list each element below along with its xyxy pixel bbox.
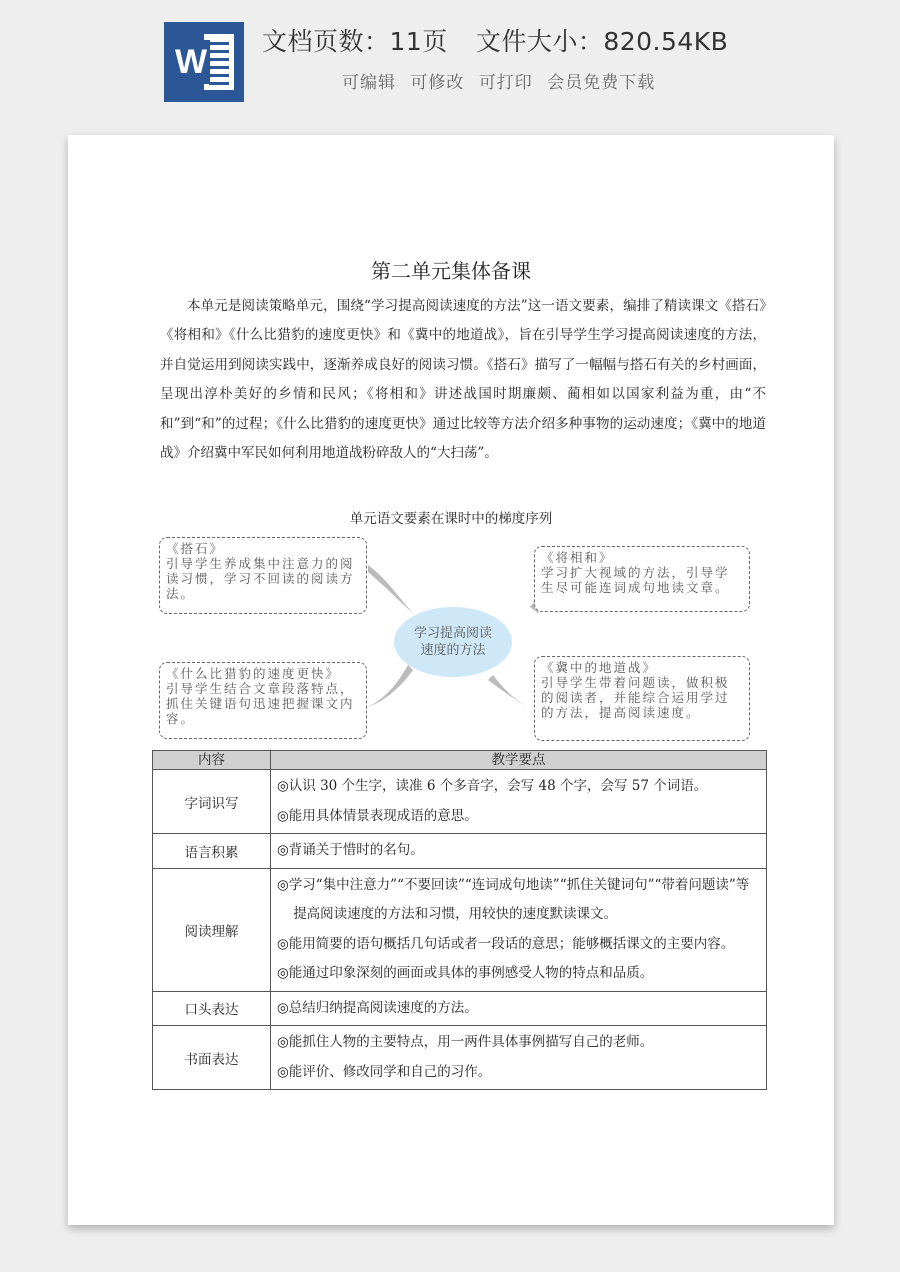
point-item: ◎能通过印象深刻的画面或具体的事例感受人物的特点和品质。 [277, 965, 654, 981]
mindmap-node-jiangxianghe [534, 546, 750, 612]
point-item: ◎总结归纳提高阅读速度的方法。 [277, 999, 478, 1016]
node-title: 《搭石》 [166, 541, 225, 556]
download-header [0, 0, 900, 120]
document-title: 第二单元集体备课 [371, 259, 531, 283]
file-size: 文件大小：820.54KB [475, 27, 729, 56]
table-row [153, 991, 767, 1026]
row-category: 字词识写 [153, 770, 271, 834]
feature-list [342, 68, 663, 93]
feature-free-download: 会员免费下载 [547, 73, 656, 93]
node-title: 《将相和》 [541, 550, 614, 565]
table-row [153, 1026, 767, 1090]
word-icon [164, 22, 244, 102]
mindmap-node-dashi [159, 537, 367, 614]
center-label: 学习提高阅读速度的方法 [414, 626, 493, 658]
node-title: 《冀中的地道战》 [541, 660, 658, 675]
row-category: 口头表达 [153, 991, 271, 1026]
table-row [153, 770, 767, 834]
row-points [271, 834, 767, 869]
diagram-title: 单元语文要素在课时中的梯度序列 [349, 511, 553, 527]
node-title: 《什么比猎豹的速度更快》 [166, 666, 341, 681]
node-text: 学习扩大视域的方法，引导学生尽可能连词成句地读文章。 [541, 565, 730, 595]
feature-editable: 可编辑 [342, 73, 396, 93]
teaching-points-table [152, 750, 767, 1090]
table-row [153, 834, 767, 869]
connector-top-left [368, 565, 413, 613]
point-item: ◎能用具体情景表现成语的意思。 [277, 807, 478, 824]
node-text: 引导学生带着问题读，做积极的阅读者，并能综合运用学过的方法，提高阅读速度。 [541, 675, 730, 720]
row-category: 书面表达 [153, 1026, 271, 1090]
row-category: 语言积累 [153, 834, 271, 869]
mindmap-center [394, 607, 512, 677]
connector-bottom-right [488, 675, 534, 710]
page-count: 文档页数：11页 [262, 27, 448, 56]
header-content: 内容 [153, 751, 271, 770]
point-item: ◎认识 30 个生字，读准 6 个多音字，会写 48 个字，会写 57 个词语。 [277, 778, 708, 794]
header-teaching-points: 教学要点 [271, 751, 767, 770]
row-points [271, 991, 767, 1026]
mindmap-node-liebao [159, 662, 367, 739]
mindmap-node-didaozhan [534, 656, 750, 741]
point-item: ◎背诵关于惜时的名句。 [277, 842, 424, 858]
row-points [271, 868, 767, 991]
connector-bottom-left [368, 665, 413, 707]
document-info [262, 22, 728, 58]
feature-printable: 可打印 [478, 73, 533, 93]
node-text: 引导学生养成集中注意力的阅读习惯，学习不回读的阅读方法。 [166, 556, 355, 601]
point-item: ◎能评价、修改同学和自己的习作。 [277, 1063, 492, 1080]
node-text: 引导学生结合文章段落特点，抓住关键语句迅速把握课文内容。 [166, 681, 355, 726]
row-points [271, 1026, 767, 1090]
table-row [153, 868, 767, 991]
word-icon-letter: W [172, 40, 210, 84]
intro-paragraph: 本单元是阅读策略单元，围绕“学习提高阅读速度的方法”这一语文要素，编排了精读课文《搭石》《将相和》《什么比猎豹的速度更快》和《冀中的地道战》，旨在引导学生学习提高阅读速度的方法，并自觉运用到阅读实践中，逐渐养成良好的阅读习惯。《搭石》描写了一幅幅与搭石有关的乡村画面，呈现出淳朴美好的乡情和民风；《将相和》讲述战国时期廉颇、蔺相如以国家利益为重，由“不和”到“和”的过程；《什么比猎豹的速度更快》通过比较等方法介绍多种事物的运动速度；《冀中的地道战》介绍冀中军民如何利用地道战粉碎敌人的“大扫荡”。 [160, 298, 766, 462]
point-item: ◎能抓住人物的主要特点，用一两件具体事例描写自己的老师。 [277, 1034, 654, 1050]
point-item: ◎学习“集中注意力”“不要回读”“连词成句地读”“抓住关键词句”“带着问题读”等提高阅读速度的方法和习惯，用较快的速度默读课文。 [277, 876, 750, 922]
row-points [271, 770, 767, 834]
feature-modifiable: 可修改 [410, 73, 465, 93]
row-category: 阅读理解 [153, 868, 271, 991]
table-header-row [153, 751, 767, 770]
point-item: ◎能用简要的语句概括几句话或者一段话的意思；能够概括课文的主要内容。 [277, 935, 735, 952]
document-page [68, 135, 834, 1225]
